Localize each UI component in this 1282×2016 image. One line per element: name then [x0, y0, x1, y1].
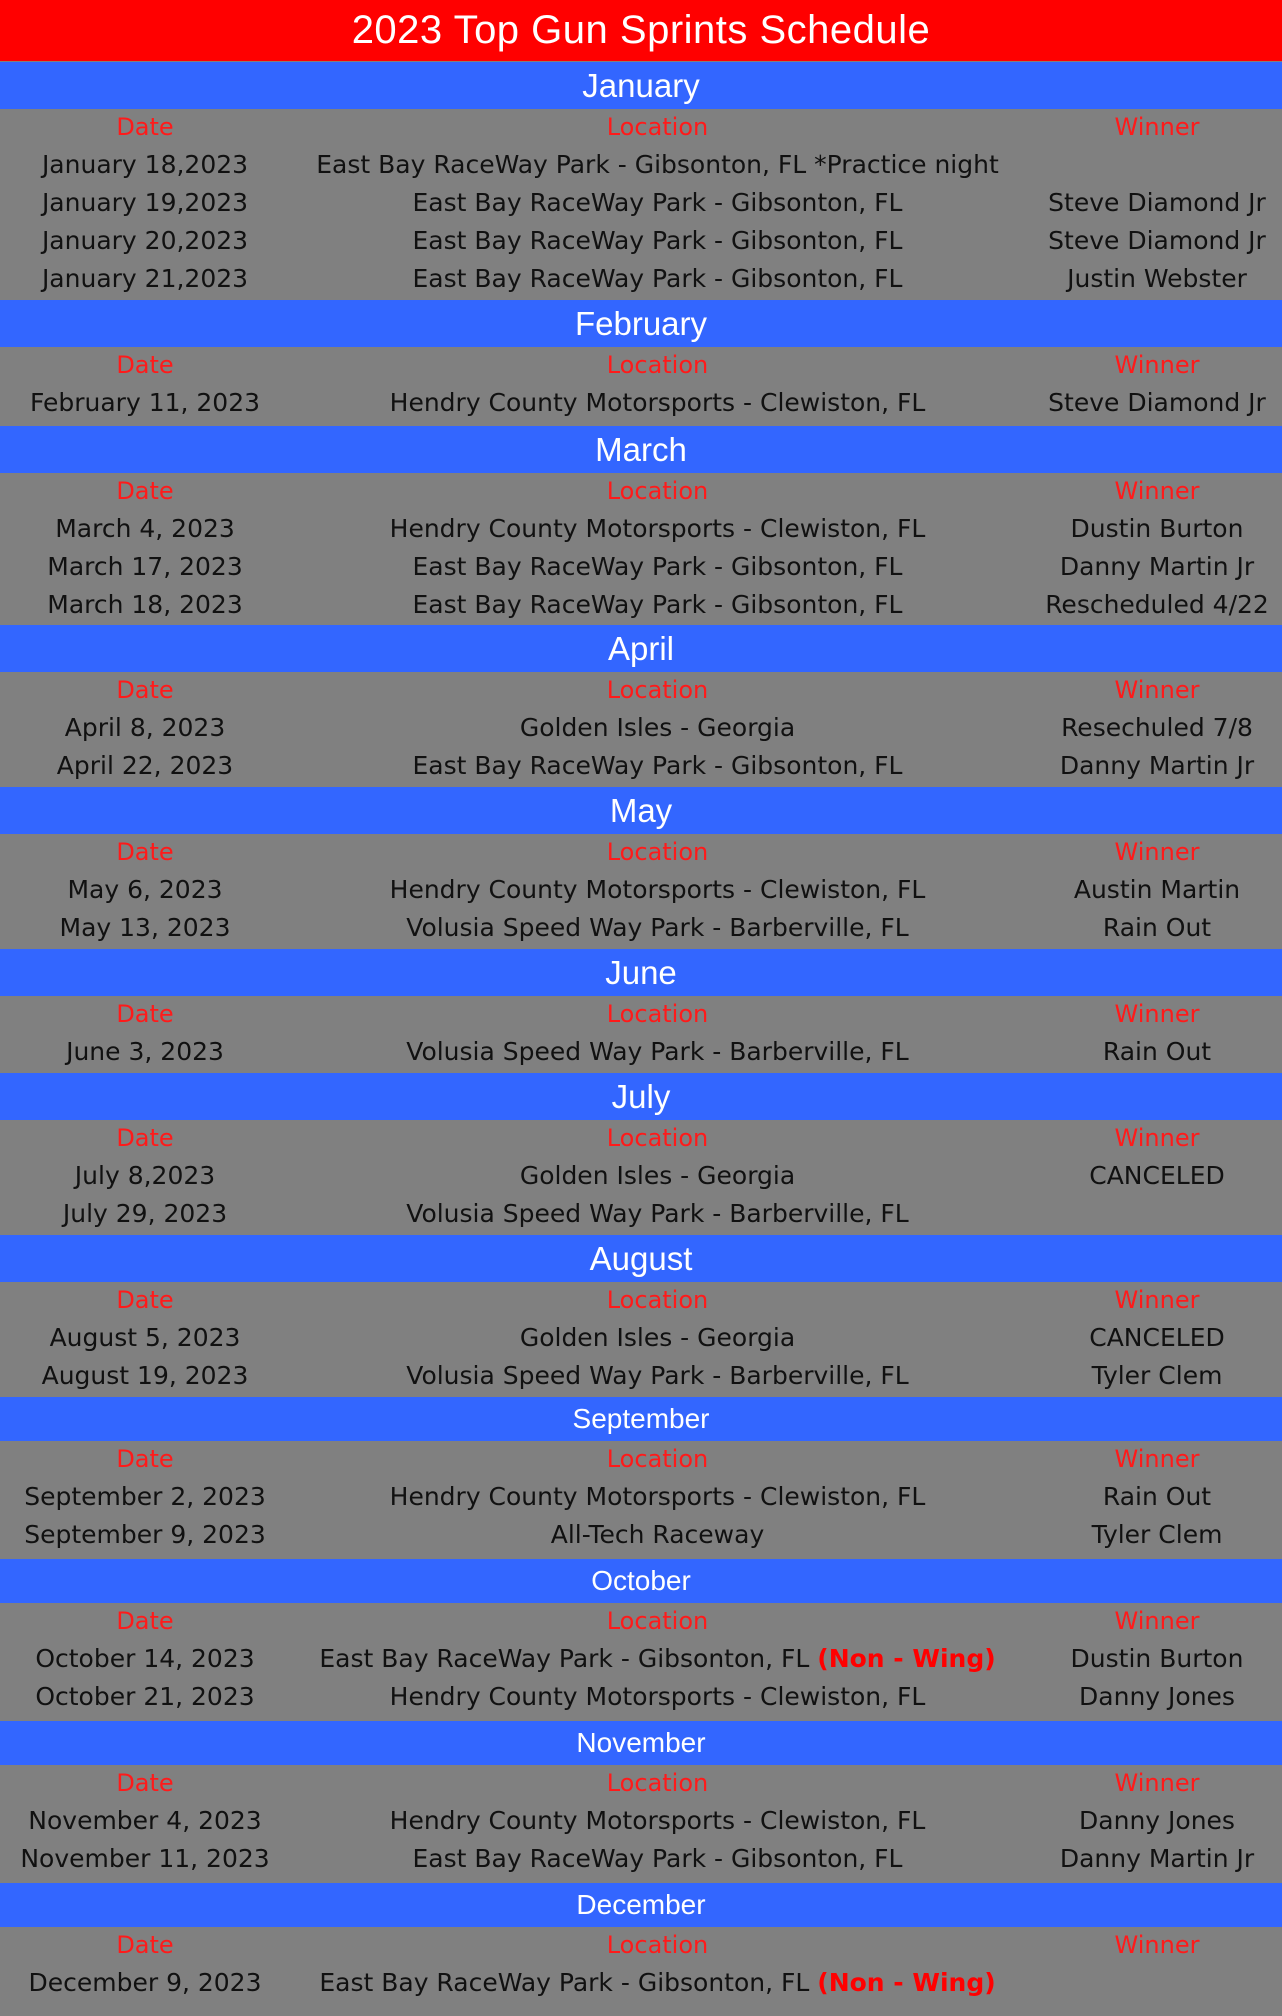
non-wing-tag: (Non - Wing): [817, 1644, 996, 1673]
race-location: [290, 548, 1025, 586]
date-header: Date: [116, 1931, 174, 1959]
race-winner: Danny Jones: [1079, 1682, 1235, 1711]
month-header-january: January: [0, 61, 1282, 109]
location-header: Location: [606, 113, 709, 141]
date-header: Date: [116, 1445, 174, 1473]
location-text: Volusia Speed Way Park - Barberville, FL: [406, 1199, 909, 1228]
race-location: [290, 586, 1025, 624]
race-winner: Rain Out: [1102, 1037, 1212, 1066]
location-header: Location: [606, 1769, 709, 1797]
race-location: [290, 1195, 1025, 1233]
month-header-august: August: [0, 1234, 1282, 1282]
race-winner: Steve Diamond Jr: [1048, 188, 1266, 217]
race-date: February 11, 2023: [29, 388, 261, 417]
date-header: Date: [116, 838, 174, 866]
race-location: [290, 909, 1025, 947]
race-location: [290, 747, 1025, 785]
column-header-row: [0, 108, 1282, 146]
location-text: East Bay RaceWay Park - Gibsonton, FL: [412, 552, 903, 581]
column-header-row: [0, 346, 1282, 384]
race-location: [290, 1478, 1025, 1516]
location-text: East Bay RaceWay Park - Gibsonton, FL: [412, 264, 903, 293]
location-text: Hendry County Motorsports - Clewiston, FL: [389, 1806, 926, 1835]
column-header-row: [0, 833, 1282, 871]
location-text: Volusia Speed Way Park - Barberville, FL: [406, 1037, 909, 1066]
month-header-april: April: [0, 624, 1282, 672]
race-location: [290, 184, 1025, 222]
column-header-row: [0, 1119, 1282, 1157]
race-date: January 21,2023: [41, 264, 249, 293]
table-row: [0, 260, 1282, 298]
location-text: Golden Isles - Georgia: [519, 713, 796, 742]
race-location: [290, 1964, 1025, 2002]
race-date: September 9, 2023: [24, 1520, 266, 1549]
date-header: Date: [116, 1769, 174, 1797]
race-location: [290, 1157, 1025, 1195]
table-row: [0, 1840, 1282, 1878]
race-date: April 8, 2023: [64, 713, 226, 742]
race-date: December 9, 2023: [28, 1968, 262, 1997]
table-row: [0, 510, 1282, 548]
table-row: [0, 1319, 1282, 1357]
race-location: [290, 709, 1025, 747]
race-date: January 19,2023: [41, 188, 249, 217]
month-header-february: February: [0, 299, 1282, 347]
table-row: [0, 1157, 1282, 1195]
race-winner: Justin Webster: [1067, 264, 1247, 293]
race-winner: Austin Martin: [1073, 875, 1241, 904]
race-location: [290, 1640, 1025, 1678]
race-location: [290, 1516, 1025, 1554]
race-winner: Steve Diamond Jr: [1048, 226, 1266, 255]
race-location: [290, 384, 1025, 422]
race-winner: [1022, 1195, 1282, 1233]
race-date: October 21, 2023: [35, 1682, 255, 1711]
race-location: [290, 1802, 1025, 1840]
table-row: [0, 1964, 1282, 2002]
race-location: [290, 510, 1025, 548]
date-header: Date: [116, 676, 174, 704]
table-row: [0, 384, 1282, 422]
race-winner: [1022, 1964, 1282, 2002]
race-date: July 8,2023: [74, 1161, 216, 1190]
date-header: Date: [116, 1000, 174, 1028]
location-text: Volusia Speed Way Park - Barberville, FL: [406, 1361, 909, 1390]
race-winner: Rain Out: [1102, 1482, 1212, 1511]
race-location: [290, 146, 1025, 184]
location-text: East Bay RaceWay Park - Gibsonton, FL: [412, 590, 903, 619]
winner-header: Winner: [1114, 477, 1200, 505]
location-text: Hendry County Motorsports - Clewiston, FL: [389, 875, 926, 904]
page-title: 2023 Top Gun Sprints Schedule: [0, 0, 1282, 61]
winner-header: Winner: [1114, 113, 1200, 141]
location-text: Volusia Speed Way Park - Barberville, FL: [406, 913, 909, 942]
column-header-row: [0, 472, 1282, 510]
location-header: Location: [606, 676, 709, 704]
winner-header: Winner: [1114, 676, 1200, 704]
race-winner: Dustin Burton: [1070, 514, 1244, 543]
winner-header: Winner: [1114, 351, 1200, 379]
date-header: Date: [116, 1286, 174, 1314]
location-header: Location: [606, 477, 709, 505]
location-header: Location: [606, 1000, 709, 1028]
winner-header: Winner: [1114, 1931, 1200, 1959]
location-header: Location: [606, 1124, 709, 1152]
date-header: Date: [116, 1124, 174, 1152]
table-row: [0, 586, 1282, 624]
race-winner: Danny Jones: [1079, 1806, 1235, 1835]
location-text: East Bay RaceWay Park - Gibsonton, FL: [412, 1844, 903, 1873]
race-date: August 5, 2023: [49, 1323, 241, 1352]
race-date: October 14, 2023: [35, 1644, 255, 1673]
race-location: [290, 1319, 1025, 1357]
race-date: June 3, 2023: [66, 1037, 224, 1066]
table-row: [0, 1640, 1282, 1678]
race-date: May 6, 2023: [67, 875, 223, 904]
location-text: East Bay RaceWay Park - Gibsonton, FL: [319, 1644, 810, 1673]
location-header: Location: [606, 1445, 709, 1473]
race-winner: Danny Martin Jr: [1059, 1844, 1255, 1873]
location-text: East Bay RaceWay Park - Gibsonton, FL: [412, 188, 903, 217]
race-date: November 4, 2023: [28, 1806, 262, 1835]
month-header-march: March: [0, 425, 1282, 473]
race-date: March 4, 2023: [55, 514, 235, 543]
race-location: [290, 1033, 1025, 1071]
location-text: Golden Isles - Georgia: [519, 1323, 796, 1352]
location-header: Location: [606, 351, 709, 379]
column-header-row: [0, 1440, 1282, 1478]
table-row: [0, 1033, 1282, 1071]
month-header-october: October: [0, 1558, 1282, 1603]
race-winner: [1022, 146, 1282, 184]
location-header: Location: [606, 838, 709, 866]
column-header-row: [0, 1602, 1282, 1640]
race-date: April 22, 2023: [56, 751, 234, 780]
winner-header: Winner: [1114, 1124, 1200, 1152]
date-header: Date: [116, 351, 174, 379]
location-text: Golden Isles - Georgia: [519, 1161, 796, 1190]
table-row: [0, 1357, 1282, 1395]
table-row: [0, 184, 1282, 222]
month-header-june: June: [0, 948, 1282, 996]
race-winner: CANCELED: [1089, 1323, 1225, 1352]
date-header: Date: [116, 113, 174, 141]
column-header-row: [0, 1764, 1282, 1802]
race-winner: Dustin Burton: [1070, 1644, 1244, 1673]
table-row: [0, 871, 1282, 909]
location-header: Location: [606, 1931, 709, 1959]
race-winner: Tyler Clem: [1091, 1520, 1223, 1549]
table-row: [0, 709, 1282, 747]
table-row: [0, 909, 1282, 947]
race-date: November 11, 2023: [20, 1844, 270, 1873]
column-header-row: [0, 995, 1282, 1033]
race-winner: Tyler Clem: [1091, 1361, 1223, 1390]
table-row: [0, 146, 1282, 184]
location-text: East Bay RaceWay Park - Gibsonton, FL: [412, 751, 903, 780]
date-header: Date: [116, 1607, 174, 1635]
month-header-may: May: [0, 786, 1282, 834]
race-location: [290, 1678, 1025, 1716]
table-row: [0, 1195, 1282, 1233]
winner-header: Winner: [1114, 838, 1200, 866]
race-location: [290, 222, 1025, 260]
race-date: July 29, 2023: [62, 1199, 228, 1228]
race-location: [290, 260, 1025, 298]
table-row: [0, 222, 1282, 260]
table-row: [0, 1678, 1282, 1716]
winner-header: Winner: [1114, 1286, 1200, 1314]
race-winner: Danny Martin Jr: [1059, 552, 1255, 581]
race-location: [290, 1357, 1025, 1395]
location-header: Location: [606, 1286, 709, 1314]
location-text: Hendry County Motorsports - Clewiston, FL: [389, 1682, 926, 1711]
month-header-july: July: [0, 1072, 1282, 1120]
race-date: March 18, 2023: [47, 590, 243, 619]
race-winner: Danny Martin Jr: [1059, 751, 1255, 780]
table-row: [0, 1516, 1282, 1554]
table-row: [0, 747, 1282, 785]
table-row: [0, 1478, 1282, 1516]
column-header-row: [0, 1926, 1282, 1964]
column-header-row: [0, 1281, 1282, 1319]
location-text: East Bay RaceWay Park - Gibsonton, FL: [319, 1968, 810, 1997]
race-date: August 19, 2023: [41, 1361, 249, 1390]
location-text: Hendry County Motorsports - Clewiston, FL: [389, 514, 926, 543]
race-winner: Rescheduled 4/22: [1045, 590, 1269, 619]
table-row: [0, 1802, 1282, 1840]
race-date: January 20,2023: [41, 226, 249, 255]
race-winner: Steve Diamond Jr: [1048, 388, 1266, 417]
location-text: East Bay RaceWay Park - Gibsonton, FL: [412, 226, 903, 255]
date-header: Date: [116, 477, 174, 505]
winner-header: Winner: [1114, 1769, 1200, 1797]
race-date: September 2, 2023: [24, 1482, 266, 1511]
winner-header: Winner: [1114, 1607, 1200, 1635]
month-header-september: September: [0, 1396, 1282, 1441]
location-text: East Bay RaceWay Park - Gibsonton, FL *Practice night: [316, 150, 999, 179]
winner-header: Winner: [1114, 1445, 1200, 1473]
race-winner: Resechuled 7/8: [1061, 713, 1253, 742]
month-header-december: December: [0, 1882, 1282, 1927]
race-winner: Rain Out: [1102, 913, 1212, 942]
race-winner: CANCELED: [1089, 1161, 1225, 1190]
race-date: March 17, 2023: [47, 552, 243, 581]
non-wing-tag: (Non - Wing): [817, 1968, 996, 1997]
location-text: Hendry County Motorsports - Clewiston, FL: [389, 388, 926, 417]
table-row: [0, 548, 1282, 586]
location-text: All-Tech Raceway: [550, 1520, 765, 1549]
race-date: January 18,2023: [41, 150, 249, 179]
race-location: [290, 871, 1025, 909]
race-location: [290, 1840, 1025, 1878]
location-text: Hendry County Motorsports - Clewiston, FL: [389, 1482, 926, 1511]
location-header: Location: [606, 1607, 709, 1635]
winner-header: Winner: [1114, 1000, 1200, 1028]
month-header-november: November: [0, 1720, 1282, 1765]
column-header-row: [0, 671, 1282, 709]
race-date: May 13, 2023: [59, 913, 231, 942]
